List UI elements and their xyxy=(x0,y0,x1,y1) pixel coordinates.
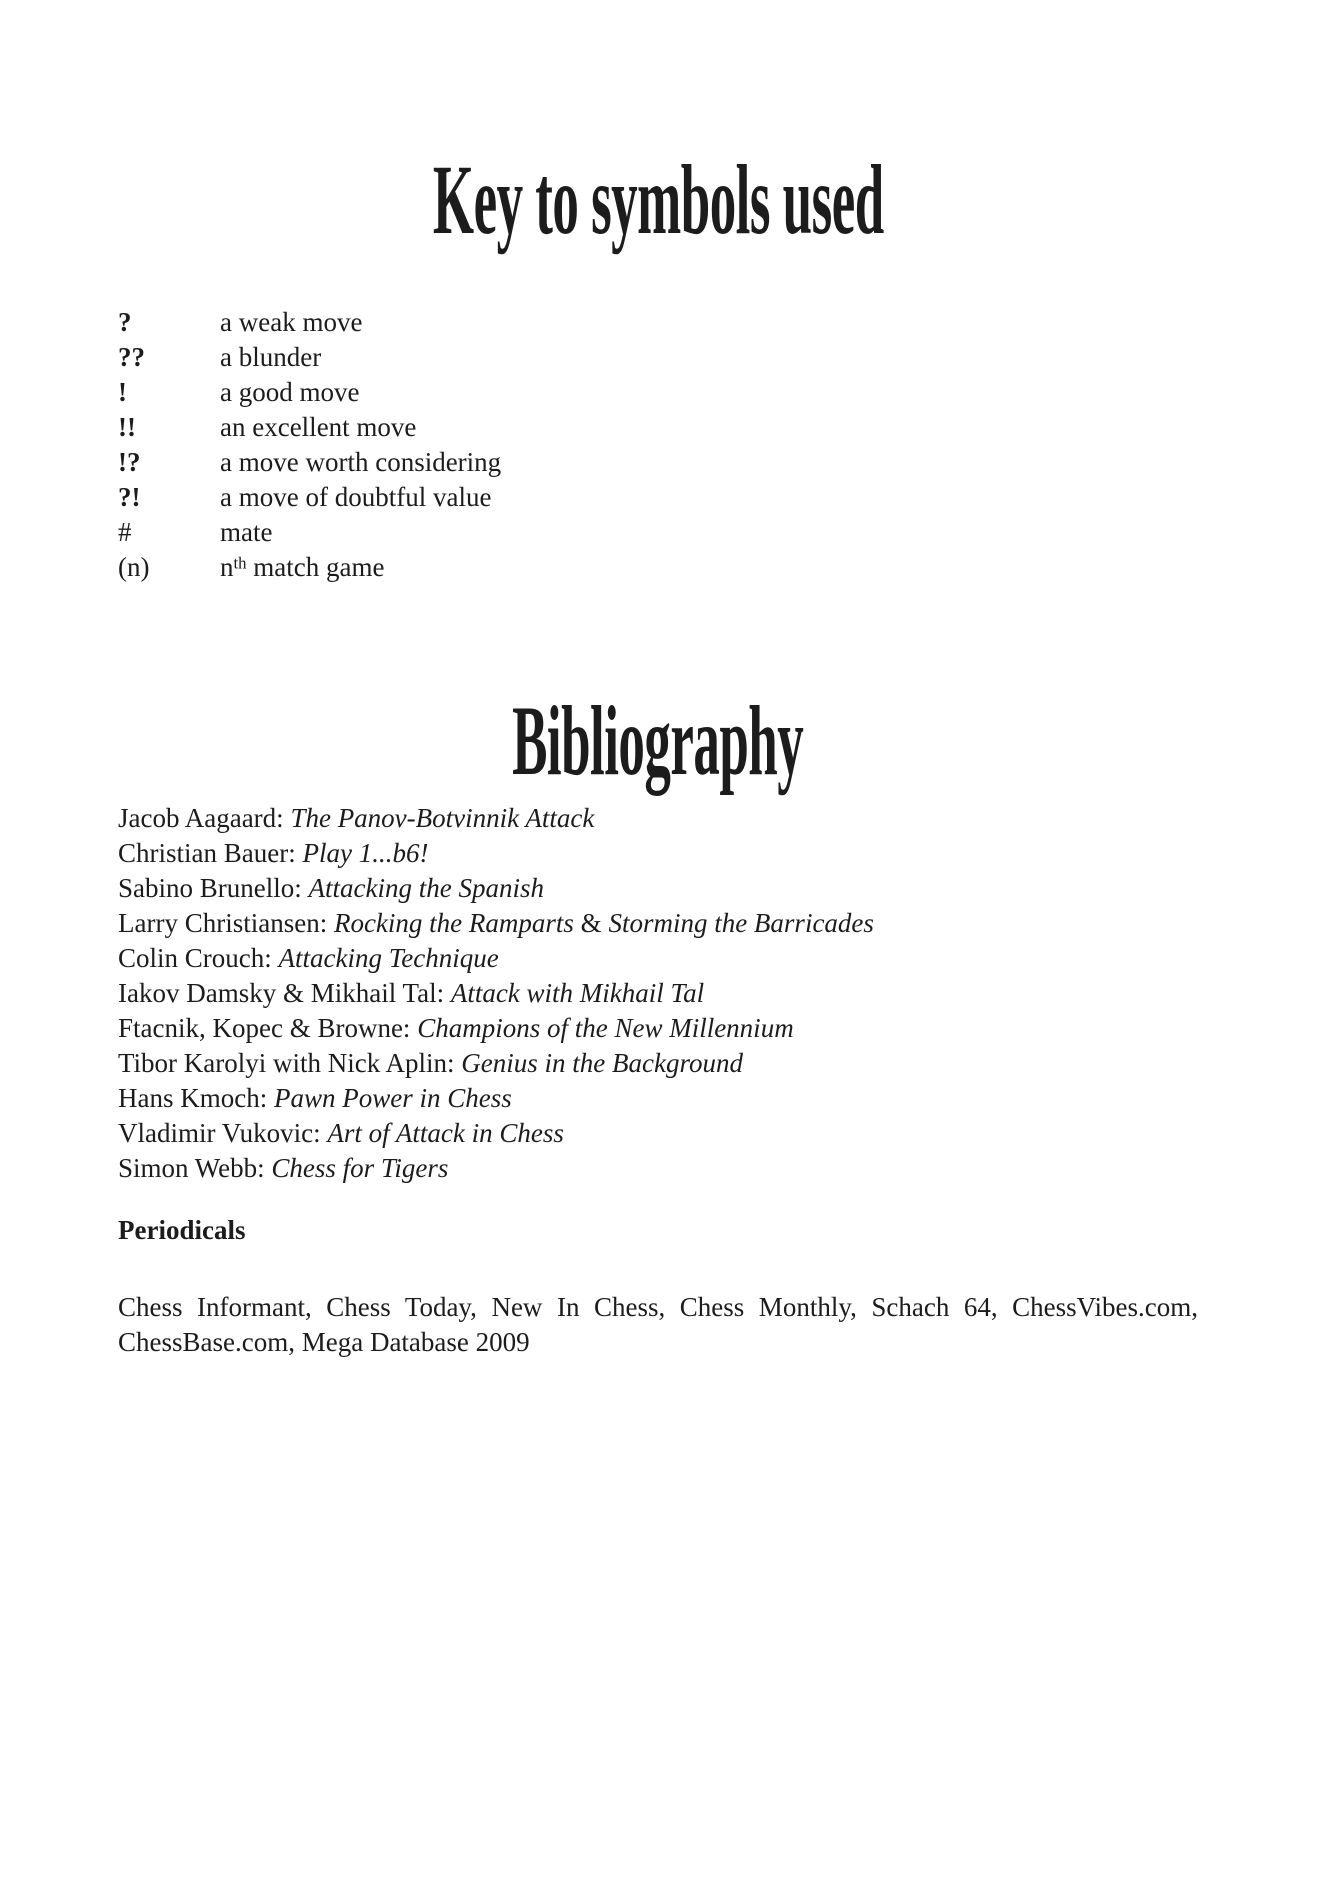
key-symbol: !! xyxy=(118,412,136,442)
bibliography-entry xyxy=(118,801,1198,836)
key-symbol: ?? xyxy=(118,342,145,372)
book-author: Iakov Damsky & Mikhail Tal: xyxy=(118,978,451,1008)
bibliography-entry xyxy=(118,976,1198,1011)
key-meaning-text: match game xyxy=(246,552,385,582)
book-title: Attacking Technique xyxy=(278,943,499,973)
book-title: Play 1...b6! xyxy=(302,838,429,868)
periodicals-paragraph xyxy=(118,1290,1198,1360)
key-symbol: ? xyxy=(118,307,132,337)
key-row xyxy=(118,515,1198,550)
key-meaning-text: a blunder xyxy=(220,342,322,372)
key-meaning-text: n xyxy=(220,552,234,582)
periodicals-heading: Periodicals xyxy=(118,1215,246,1245)
key-symbol: !? xyxy=(118,447,141,477)
key-row xyxy=(118,445,1198,480)
key-meaning-text: a move of doubtful value xyxy=(220,482,492,512)
key-row xyxy=(118,550,1198,585)
key-meaning-text: mate xyxy=(220,517,273,547)
book-author: Colin Crouch: xyxy=(118,943,279,973)
key-meaning-text: a weak move xyxy=(220,307,363,337)
key-meaning xyxy=(220,550,1198,585)
book-title: Art of Attack in Chess xyxy=(327,1118,564,1148)
key-row xyxy=(118,480,1198,515)
bibliography-entry xyxy=(118,836,1198,871)
key-row xyxy=(118,340,1198,375)
book-author: Hans Kmoch: xyxy=(118,1083,274,1113)
key-section-title-text: Key to symbols used xyxy=(432,144,884,255)
key-meaning xyxy=(220,480,1198,515)
book-author: Simon Webb: xyxy=(118,1153,272,1183)
book-title: Champions of the New Millennium xyxy=(417,1013,794,1043)
key-symbol: (n) xyxy=(118,552,150,582)
book-title: Storming the Barricades xyxy=(608,908,874,938)
periodicals-line-2: ChessBase.com, Mega Database 2009 xyxy=(118,1327,530,1357)
key-symbol: # xyxy=(118,517,132,547)
book-title: Pawn Power in Chess xyxy=(273,1083,512,1113)
bibliography-title-text: Bibliography xyxy=(512,685,804,796)
book-title: Chess for Tigers xyxy=(271,1153,449,1183)
book-title: Attacking the Spanish xyxy=(308,873,544,903)
bibliography-entry xyxy=(118,871,1198,906)
bibliography-entry xyxy=(118,1046,1198,1081)
book-author: Sabino Brunello: xyxy=(118,873,309,903)
bibliography-title xyxy=(118,685,1198,796)
bibliography-entry xyxy=(118,906,1198,941)
book-author: & xyxy=(573,908,609,938)
key-meaning-text: a move worth considering xyxy=(220,447,502,477)
key-row xyxy=(118,375,1198,410)
key-meaning xyxy=(220,305,1198,340)
key-list xyxy=(118,305,1198,585)
book-author: Jacob Aagaard: xyxy=(118,803,291,833)
key-section-title xyxy=(118,144,1198,255)
bibliography-entry xyxy=(118,1081,1198,1116)
key-meaning xyxy=(220,410,1198,445)
key-meaning xyxy=(220,445,1198,480)
book-author: Ftacnik, Kopec & Browne: xyxy=(118,1013,418,1043)
key-meaning-text: a good move xyxy=(220,377,360,407)
key-meaning-superscript: th xyxy=(233,553,247,573)
book-title: The Panov-Botvinnik Attack xyxy=(290,803,595,833)
book-title: Attack with Mikhail Tal xyxy=(450,978,705,1008)
key-symbol: ! xyxy=(118,377,127,407)
key-symbol: ?! xyxy=(118,482,141,512)
key-meaning xyxy=(220,375,1198,410)
book-author: Tibor Karolyi with Nick Aplin: xyxy=(118,1048,462,1078)
book-title: Rocking the Ramparts xyxy=(333,908,574,938)
key-meaning-text: an excellent move xyxy=(220,412,417,442)
key-row xyxy=(118,305,1198,340)
bibliography-entry xyxy=(118,1116,1198,1151)
bibliography-entry xyxy=(118,1151,1198,1186)
book-title: Genius in the Background xyxy=(461,1048,743,1078)
bibliography-entry xyxy=(118,1011,1198,1046)
key-meaning xyxy=(220,515,1198,550)
periodicals-line-1: Chess Informant, Chess Today, New In Chess, Chess Monthly, Schach 64, ChessVibes.com, xyxy=(118,1292,1198,1322)
bibliography-list xyxy=(118,801,1198,1186)
book-author: Christian Bauer: xyxy=(118,838,303,868)
key-meaning xyxy=(220,340,1198,375)
book-author: Larry Christiansen: xyxy=(118,908,334,938)
key-row xyxy=(118,410,1198,445)
bibliography-entry xyxy=(118,941,1198,976)
book-author: Vladimir Vukovic: xyxy=(118,1118,328,1148)
